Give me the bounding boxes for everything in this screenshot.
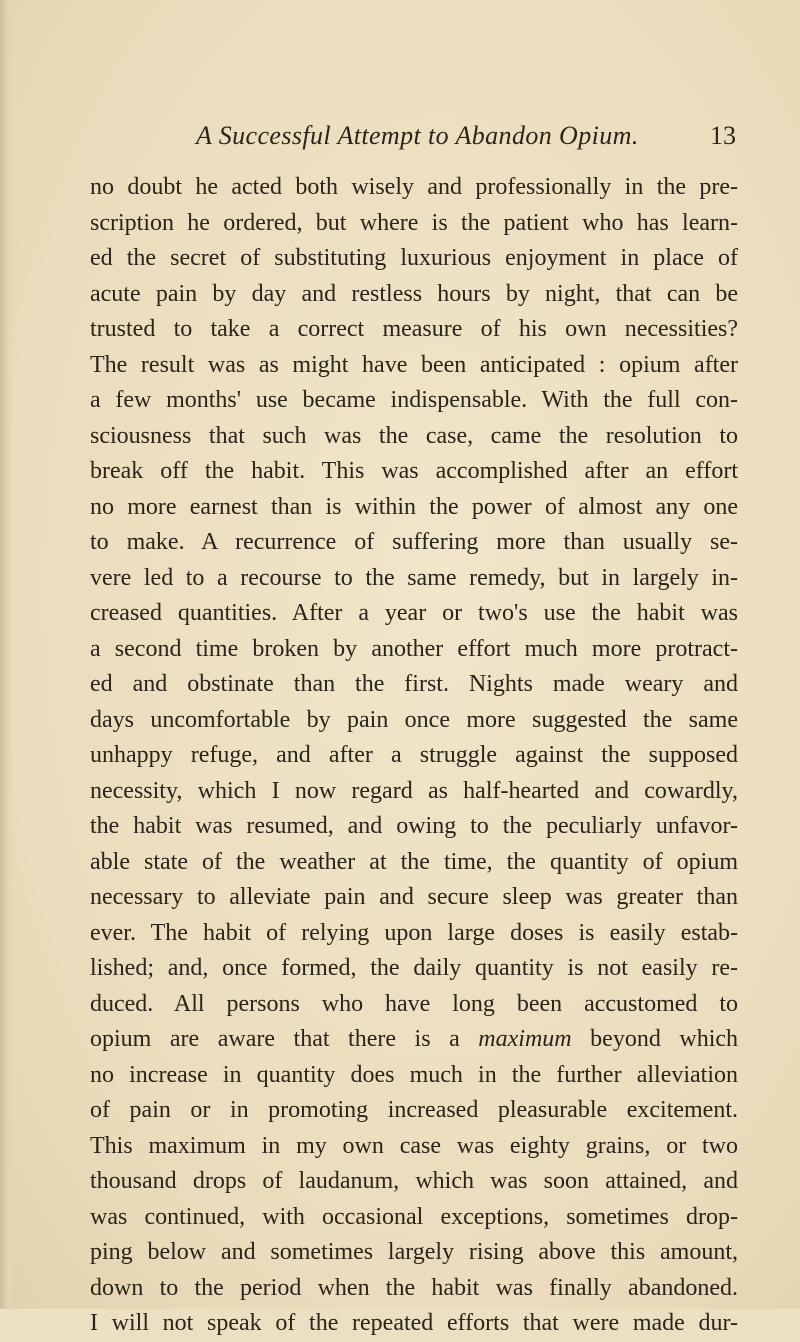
text-line: ever. The habit of relying upon large doses is easily estab- xyxy=(90,919,738,946)
text-line-with-italic xyxy=(90,1022,738,1058)
text-line: a second time broken by another effort much more protract- xyxy=(90,635,738,662)
text-line: duced. All persons who have long been accustomed to xyxy=(90,990,738,1017)
text-line: ed the secret of substituting luxurious enjoyment in place of xyxy=(90,245,738,271)
running-head xyxy=(196,121,736,155)
text-line: no increase in quantity does much in the further alleviation xyxy=(90,1061,738,1088)
page-gutter-shadow xyxy=(0,0,14,1309)
text-line: the habit was resumed, and owing to the peculiarly unfavor- xyxy=(90,813,738,839)
text-line: lished; and, once formed, the daily quantity is not easily re- xyxy=(90,955,738,981)
text-line: sciousness that such was the case, came the resolution to xyxy=(90,422,738,449)
text-line: This maximum in my own case was eighty grains, or two xyxy=(90,1132,738,1159)
text-line: I will not speak of the repeated efforts that were made dur- xyxy=(90,1310,738,1336)
text-line: to make. A recurrence of suffering more than usually se- xyxy=(90,529,738,555)
text-line: of pain or in promoting increased pleasurable excitement. xyxy=(90,1097,738,1123)
page-number: 13 xyxy=(710,121,736,150)
text-segment: opium are aware that there is a xyxy=(90,1026,460,1052)
text-line: The result was as might have been anticipated : opium after xyxy=(90,351,738,378)
text-line: days uncomfortable by pain once more suggested the same xyxy=(90,706,738,733)
text-line: was continued, with occasional exceptions, sometimes drop- xyxy=(90,1203,738,1230)
text-segment: beyond which xyxy=(590,1026,739,1052)
text-line: no doubt he acted both wisely and professionally in the pre- xyxy=(90,174,738,200)
text-line: ed and obstinate than the first. Nights made weary and xyxy=(90,671,738,697)
text-line: unhappy refuge, and after a struggle against the supposed xyxy=(90,742,738,768)
text-line: acute pain by day and restless hours by night, that can be xyxy=(90,280,738,307)
text-line: thousand drops of laudanum, which was soon attained, and xyxy=(90,1168,738,1194)
text-line: a few months' use became indispensable. With the full con- xyxy=(90,387,738,413)
text-line: scription he ordered, but where is the patient who has learn- xyxy=(90,209,738,236)
text-line: ping below and sometimes largely rising above this amount, xyxy=(90,1239,738,1265)
text-line: necessity, which I now regard as half-hearted and cowardly, xyxy=(90,777,738,804)
text-line: necessary to alleviate pain and secure sleep was greater than xyxy=(90,884,738,910)
italic-word-maximum: maximum xyxy=(478,1026,572,1052)
body-text xyxy=(90,170,738,1342)
text-line: creased quantities. After a year or two's use the habit was xyxy=(90,600,738,626)
text-line: down to the period when the habit was finally abandoned. xyxy=(90,1274,738,1301)
text-line: trusted to take a correct measure of his own necessities? xyxy=(90,316,738,342)
text-line: break off the habit. This was accomplished after an effort xyxy=(90,458,738,484)
running-title: A Successful Attempt to Abandon Opium. xyxy=(196,121,639,150)
text-line: able state of the weather at the time, the quantity of opium xyxy=(90,848,738,875)
text-line: no more earnest than is within the power of almost any one xyxy=(90,493,738,520)
text-line: vere led to a recourse to the same remedy, but in largely in- xyxy=(90,564,738,591)
